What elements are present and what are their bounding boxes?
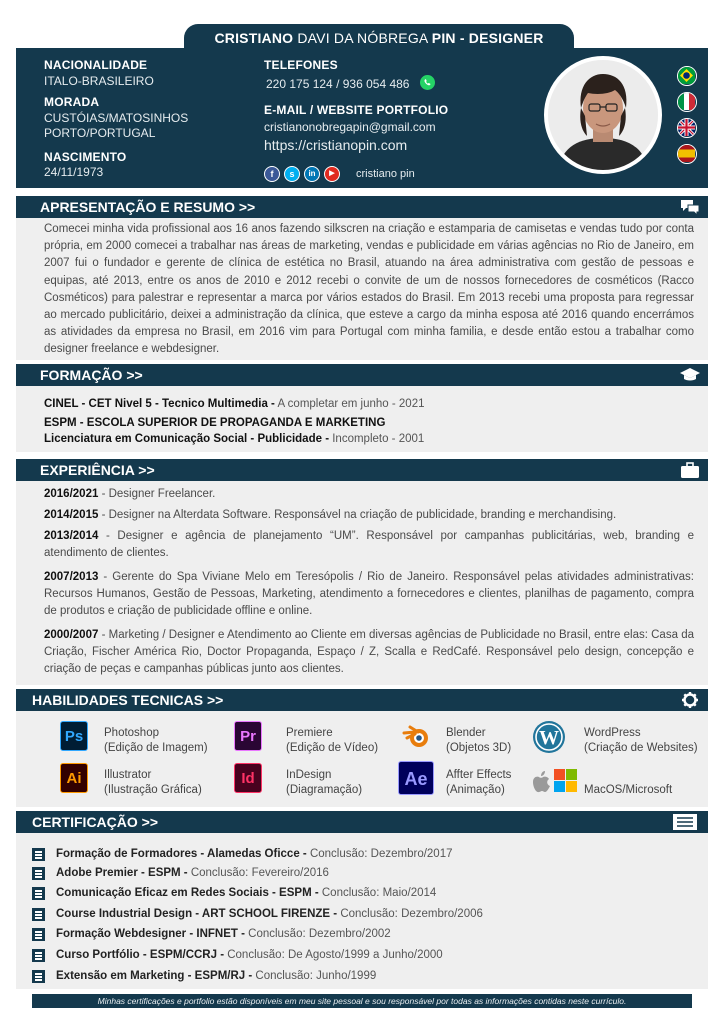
education-item: ESPM - ESCOLA SUPERIOR DE PROPAGANDA E MARKETING [44,417,386,429]
certification-panel [16,833,708,989]
experience-title: EXPERIÊNCIA >> [40,462,155,478]
illustrator-icon: Ai [60,763,88,793]
address-line-1: CUSTÓIAS/MATOSINHOS [44,111,189,125]
birth-label: NASCIMENTO [44,150,127,164]
header-panel [16,48,708,188]
experience-item: 2000/2007 - Marketing / Designer e Atendimento ao Cliente em diversas agências de Publicidade no Brasil, entre elas: Casa da Criação, Fischer América Rio, Doctor Propaganda, Espaço / Z, Scalla e RedCafé. Responsável pelo design, concepção e criação de peças e campanhas públicas junto aos clientes. [44,629,694,675]
skill-photoshop: Photoshop (Edição de Imagem) [104,727,208,754]
name-first: CRISTIANO [214,30,294,46]
certification-item: Comunicação Eficaz em Redes Sociais - ESPM - Conclusão: Maio/2014 [32,884,692,902]
certification-item: Formação Webdesigner - INFNET - Conclusão: Dezembro/2002 [32,925,692,943]
after-effects-icon: Ae [398,761,434,795]
skills-panel [16,711,708,807]
facebook-icon[interactable]: f [264,166,280,182]
certification-item: Adobe Premier - ESPM - Conclusão: Fevereiro/2016 [32,864,692,882]
nationality-value: ITALO-BRASILEIRO [44,74,154,88]
experience-heading [16,459,708,481]
phones-value[interactable]: 220 175 124 / 936 054 486 [266,77,410,91]
skill-macos-microsoft: MacOS/Microsoft [584,784,673,796]
birth-value: 24/11/1973 [44,165,104,179]
education-item: CINEL - CET Nivel 5 - Tecnico Multimedia - A completar em junho - 2021 [44,398,425,410]
certification-item: Extensão em Marketing - ESPM/RJ - Conclusão: Junho/1999 [32,967,692,985]
document-icon [32,848,45,861]
certification-item: Formação de Formadores - Alamedas Oficce - Conclusão: Dezembro/2017 [32,845,692,863]
certification-title: CERTIFICAÇÃO >> [32,814,159,830]
apple-windows-icon [524,765,580,799]
experience-panel [16,481,708,685]
chat-bubbles-icon [680,198,700,216]
skype-icon[interactable]: s [284,166,300,182]
brazil-flag[interactable] [677,66,697,86]
certification-item: Course Industrial Design - ART SCHOOL FIRENZE - Conclusão: Dezembro/2006 [32,905,692,923]
website-link[interactable]: https://cristianopin.com [264,137,408,153]
certification-heading [16,811,708,833]
phones-label: TELEFONES [264,58,338,72]
document-icon [32,949,45,962]
document-icon [32,928,45,941]
document-icon [32,867,45,880]
nationality-label: NACIONALIDADE [44,58,148,72]
premiere-icon: Pr [234,721,262,751]
summary-text: Comecei minha vida profissional aos 16 anos fazendo silkscren na criação e estamparia de camisetas e vendas tudo por conta própria, em 2000 comecei a trabalhar nas áreas de marketing, vendas e publicidade em várias agências no Rio de Janeiro, em 2007 fui o fundador e gerente de clínica de estética no Brasil, atuando na área administrativa com gestão de pessoas e equipas, até 2013, entre os anos de 2010 e 2012 recebi o convite de um de nossos fornecedores de cosméticos (Racco Cosméticos) para palestrar e representar a marca por vários estados do Brasil. Em 2013 recebi uma proposta para regressar ao mercado publicitário, deixei a administração da clínica, que esteve a cargo da minha esposa até 2016 quando encerrámos as atividades da empresa no Brasil, em 2016 vim para Portugal com minha familia, e desde então estou a trabalhar como designer freelance e webdesigner. [44,223,694,356]
job-role: - DESIGNER [459,30,544,46]
skill-illustrator: Illustrator (Ilustração Gráfica) [104,769,202,796]
education-item: Licenciatura em Comunicação Social - Publicidade - Incompleto - 2001 [44,433,425,445]
education-title: FORMAÇÃO >> [40,367,143,383]
summary-heading [16,196,708,218]
skill-indesign: InDesign (Diagramação) [286,769,363,796]
blender-icon [402,723,432,751]
email-value[interactable]: cristianonobregapin@gmail.com [264,120,436,134]
linkedin-icon[interactable]: in [304,166,320,182]
experience-item: 2007/2013 - Gerente do Spa Viviane Melo em Teresópolis / Rio de Janeiro. Responsável pelas atividades administrativas: Recursos Humanos, Gestão de Pessoas, Marketing, atendimento a fornecedores e clientes, planilhas de pagamento, compra de produtos e criação de publicidade offline e online. [44,571,694,617]
education-panel [16,386,708,452]
skill-wordpress: WordPress (Criação de Websites) [584,727,698,754]
experience-item: 2016/2021 - Designer Freelancer. [44,488,216,500]
document-icon [32,908,45,921]
document-icon [32,887,45,900]
photoshop-icon: Ps [60,721,88,751]
indesign-icon: Id [234,763,262,793]
experience-item: 2014/2015 - Designer na Alterdata Software. Responsável na criação de publicidade, branding e merchandising. [44,509,617,521]
education-heading [16,364,708,386]
address-line-2: PORTO/PORTUGAL [44,126,156,140]
email-label: E-MAIL / WEBSITE PORTFOLIO [264,103,449,117]
profile-photo [544,56,662,174]
gear-icon [680,691,700,709]
skill-premiere: Premiere (Edição de Vídeo) [286,727,379,754]
document-icon [32,970,45,983]
name-last: PIN [431,30,456,46]
experience-item: 2013/2014 - Designer e agência de planejamento “UM”. Responsável por campanhas publicitárias, web, branding e atendimento de clientes. [44,530,694,559]
spain-flag[interactable] [677,144,697,164]
uk-flag[interactable] [677,118,697,138]
name-middle: DAVI DA NÓBREGA [297,30,428,46]
italy-flag[interactable] [677,92,697,112]
skill-blender: Blender (Objetos 3D) [446,727,512,754]
whatsapp-icon[interactable] [420,75,435,90]
summary-panel [16,218,708,360]
list-icon [672,813,698,831]
graduation-cap-icon [680,366,700,384]
briefcase-icon [680,461,700,479]
skills-heading [16,689,708,711]
summary-title: APRESENTAÇÃO E RESUMO >> [40,199,256,215]
wordpress-icon [532,720,566,754]
skills-title: HABILIDADES TECNICAS >> [32,692,224,708]
social-handle: cristiano pin [356,168,415,180]
resume-page [16,0,708,1024]
svg-text:W: W [539,727,559,749]
youtube-icon[interactable]: ▶ [324,166,340,182]
skill-after-effects: Affter Effects (Animação) [446,769,512,796]
certification-item: Curso Portfólio - ESPM/CCRJ - Conclusão: De Agosto/1999 a Junho/2000 [32,946,692,964]
name-title-tab [184,24,574,50]
address-label: MORADA [44,95,100,109]
footer-note: Minhas certificações e portfolio estão disponíveis em meu site pessoal e sou responsável por todas as informações contidas neste currículo. [32,994,692,1008]
